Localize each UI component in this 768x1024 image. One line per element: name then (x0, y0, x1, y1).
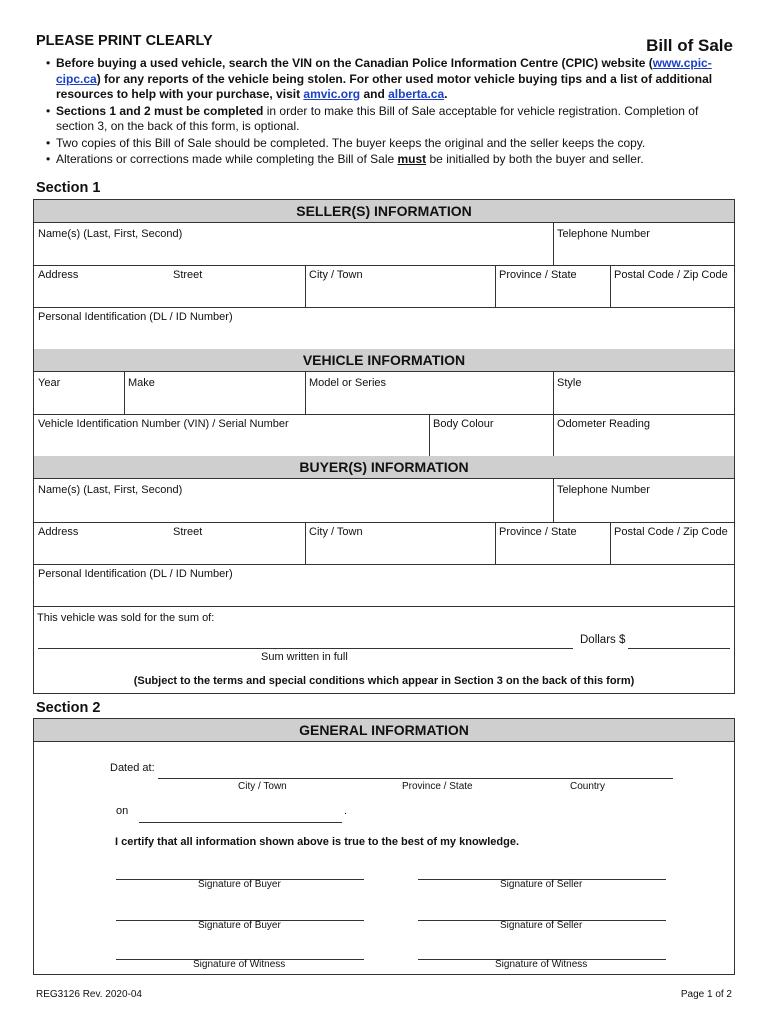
page-title: Bill of Sale (646, 36, 733, 55)
on-date-period: . (344, 805, 348, 817)
dated-country-caption: Country (570, 781, 606, 792)
instruction-text: Two copies of this Bill of Sale should be completed. The buyer keeps the original and the seller keeps the copy. (56, 135, 646, 150)
buyer-names-label: Name(s) (Last, First, Second) (38, 484, 183, 496)
vehicle-model-label: Model or Series (309, 377, 387, 389)
instruction-bold: Sections 1 and 2 must be completed (56, 103, 264, 118)
seller-province-label: Province / State (499, 269, 577, 281)
seller-street-label: Street (173, 269, 203, 281)
vehicle-odometer-label: Odometer Reading (557, 418, 650, 430)
instruction-vin-check (46, 56, 736, 103)
divider (553, 372, 554, 414)
instruction-two-copies (46, 136, 736, 152)
divider (495, 522, 496, 564)
divider (34, 606, 734, 607)
dated-province-caption: Province / State (402, 781, 473, 792)
divider (495, 265, 496, 307)
dated-at-label: Dated at: (110, 762, 155, 774)
section-2-label: Section 2 (36, 700, 101, 716)
vehicle-year-label: Year (38, 377, 61, 389)
divider (34, 522, 734, 523)
print-clearly-instruction: PLEASE PRINT CLEARLY (36, 33, 213, 49)
vehicle-make-label: Make (128, 377, 155, 389)
dollars-amount-line[interactable] (628, 648, 730, 649)
sold-for-label: This vehicle was sold for the sum of: (37, 612, 215, 624)
divider (124, 372, 125, 414)
section-1-form (33, 199, 735, 694)
instruction-text: Alterations or corrections made while completing the Bill of Sale (56, 152, 398, 166)
section-1-label: Section 1 (36, 180, 101, 196)
divider (34, 307, 734, 308)
instruction-text: and (360, 87, 389, 101)
seller-names-label: Name(s) (Last, First, Second) (38, 228, 183, 240)
instruction-alterations (46, 152, 736, 168)
certification-statement: I certify that all information shown above is true to the best of my knowledge. (115, 836, 520, 848)
sum-written-line[interactable] (38, 648, 573, 649)
vehicle-info-header: VEHICLE INFORMATION (34, 349, 734, 372)
seller-telephone-label: Telephone Number (557, 228, 650, 240)
form-header (36, 33, 733, 55)
form-id: REG3126 Rev. 2020-04 (36, 989, 142, 1000)
buyer-address-label: Address (38, 526, 79, 538)
buyer-personal-id-label: Personal Identification (DL / ID Number) (38, 568, 233, 580)
divider (34, 265, 734, 266)
divider (305, 522, 306, 564)
dated-at-line[interactable] (158, 778, 673, 779)
cpic-link[interactable]: www.cpic-cipc.ca (56, 56, 712, 86)
seller-signature-caption-1: Signature of Seller (500, 879, 583, 890)
instruction-text: . (444, 87, 448, 101)
seller-personal-id-label: Personal Identification (DL / ID Number) (38, 311, 233, 323)
instruction-text: ) for any reports of the vehicle being stolen. For other used motor vehicle buying tips and a list of additional resources to help with your purchase, visit (56, 71, 713, 101)
divider (610, 265, 611, 307)
buyer-postal-label: Postal Code / Zip Code (614, 526, 728, 538)
sum-written-caption: Sum written in full (261, 651, 348, 663)
instruction-emphasis: must (397, 152, 427, 166)
subject-to-terms-note: (Subject to the terms and special conditions which appear in Section 3 on the back of this form) (133, 675, 635, 687)
divider (610, 522, 611, 564)
seller-address-label: Address (38, 269, 79, 281)
witness-signature-caption-1: Signature of Witness (193, 959, 286, 970)
divider (553, 479, 554, 522)
buyer-province-label: Province / State (499, 526, 577, 538)
buyer-signature-caption-1: Signature of Buyer (198, 879, 281, 890)
seller-info-header: SELLER(S) INFORMATION (34, 200, 734, 223)
general-info-header: GENERAL INFORMATION (34, 719, 734, 742)
divider (553, 223, 554, 265)
dollars-label: Dollars $ (580, 634, 626, 646)
buyer-signature-caption-2: Signature of Buyer (198, 920, 281, 931)
buyer-city-label: City / Town (309, 526, 363, 538)
divider (34, 564, 734, 565)
buyer-street-label: Street (173, 526, 203, 538)
seller-postal-label: Postal Code / Zip Code (614, 269, 728, 281)
seller-signature-caption-2: Signature of Seller (500, 920, 583, 931)
divider (429, 414, 430, 456)
buyer-info-header: BUYER(S) INFORMATION (34, 456, 734, 479)
instruction-text: Before buying a used vehicle, search the VIN on the Canadian Police Information Centre (CPIC) website ( (56, 56, 653, 70)
dated-city-caption: City / Town (238, 781, 287, 792)
seller-city-label: City / Town (309, 269, 363, 281)
on-date-label: on (116, 805, 129, 817)
witness-signature-caption-2: Signature of Witness (495, 959, 588, 970)
instruction-sections-required (46, 104, 736, 135)
buyer-telephone-label: Telephone Number (557, 484, 650, 496)
divider (34, 414, 734, 415)
instruction-text: be initialled by both the buyer and seller. (426, 152, 644, 166)
vehicle-style-label: Style (557, 377, 582, 389)
vehicle-vin-label: Vehicle Identification Number (VIN) / Serial Number (38, 418, 289, 430)
page-number: Page 1 of 2 (680, 989, 732, 1000)
divider (305, 372, 306, 414)
vehicle-body-colour-label: Body Colour (433, 418, 494, 430)
instructions-list (46, 56, 736, 169)
divider (553, 414, 554, 456)
amvic-link[interactable]: amvic.org (303, 87, 361, 101)
instruction-text: in order to make this Bill of Sale acceptable for vehicle registration. Completion of section 3, on the back of this form, is optional. (56, 103, 699, 133)
section-2-form (33, 718, 735, 975)
on-date-line[interactable] (139, 822, 342, 823)
alberta-link[interactable]: alberta.ca (388, 87, 445, 101)
divider (305, 265, 306, 307)
